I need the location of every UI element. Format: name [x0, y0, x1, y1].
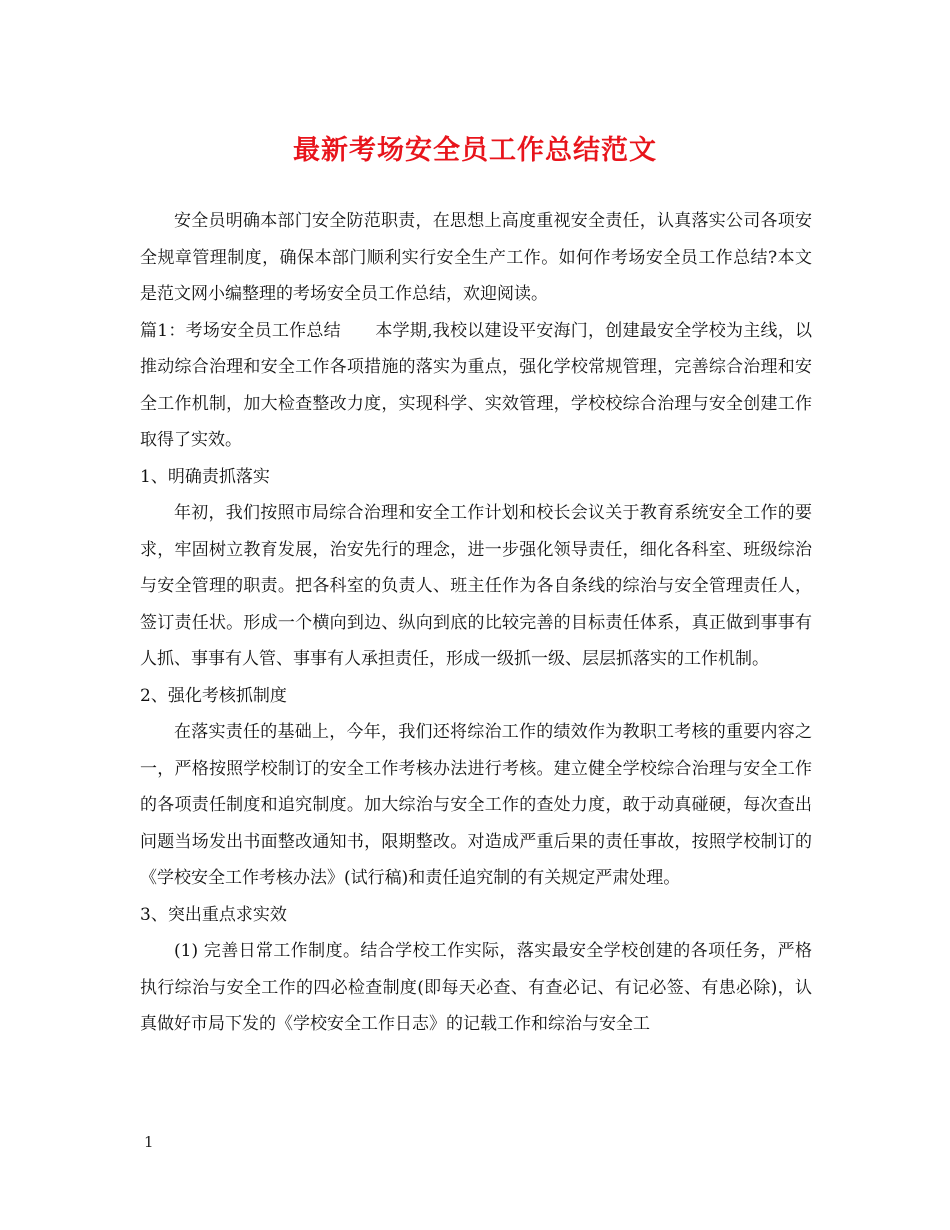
- section-heading-1: 1、明确责抓落实: [140, 466, 270, 487]
- document-title: 最新考场安全员工作总结范文: [293, 135, 657, 166]
- document-body: [140, 203, 812, 1043]
- section-heading-2: 2、强化考核抓制度: [140, 685, 287, 706]
- page-number: 1: [144, 1133, 154, 1151]
- article-1-paragraph: 篇1：考场安全员工作总结 本学期,我校以建设平安海门，创建最安全学校为主线，以推动综合治理和安全工作各项措施的落实为重点，强化学校常规管理，完善综合治理和安全工作机制，加大检查整改力度，实现科学、实效管理，学校校综合治理与安全创建工作取得了实效。: [140, 320, 812, 450]
- intro-paragraph: 安全员明确本部门安全防范职责，在思想上高度重视安全责任，认真落实公司各项安全规章管理制度，确保本部门顺利实行安全生产工作。如何作考场安全员工作总结?本文是范文网小编整理的考场安全员工作总结，欢迎阅读。: [140, 211, 812, 304]
- section-1-paragraph: 年初，我们按照市局综合治理和安全工作计划和校长会议关于教育系统安全工作的要求，牢固树立教育发展，治安先行的理念，进一步强化领导责任，细化各科室、班级综治与安全管理的职责。把各科室的负责人、班主任作为各自条线的综治与安全管理责任人，签订责任状。形成一个横向到边、纵向到底的比较完善的目标责任体系，真正做到事事有人抓、事事有人管、事事有人承担责任，形成一级抓一级、层层抓落实的工作机制。: [140, 503, 812, 669]
- section-3-paragraph: (1) 完善日常工作制度。结合学校工作实际，落实最安全学校创建的各项任务，严格执行综治与安全工作的四必检查制度(即每天必查、有查必记、有记必签、有患必除)，认真做好市局下发的《学校安全工作日志》的记载工作和综治与安全工: [140, 941, 812, 1034]
- section-2-paragraph: 在落实责任的基础上，今年，我们还将综治工作的绩效作为教职工考核的重要内容之一，严格按照学校制订的安全工作考核办法进行考核。建立健全学校综合治理与安全工作的各项责任制度和追究制度。加大综治与安全工作的查处力度，敢于动真碰硬，每次查出问题当场发出书面整改通知书，限期整改。对造成严重后果的责任事故，按照学校制订的《学校安全工作考核办法》(试行稿)和责任追究制的有关规定严肃处理。: [140, 722, 812, 888]
- section-heading-3: 3、突出重点求实效: [140, 904, 287, 925]
